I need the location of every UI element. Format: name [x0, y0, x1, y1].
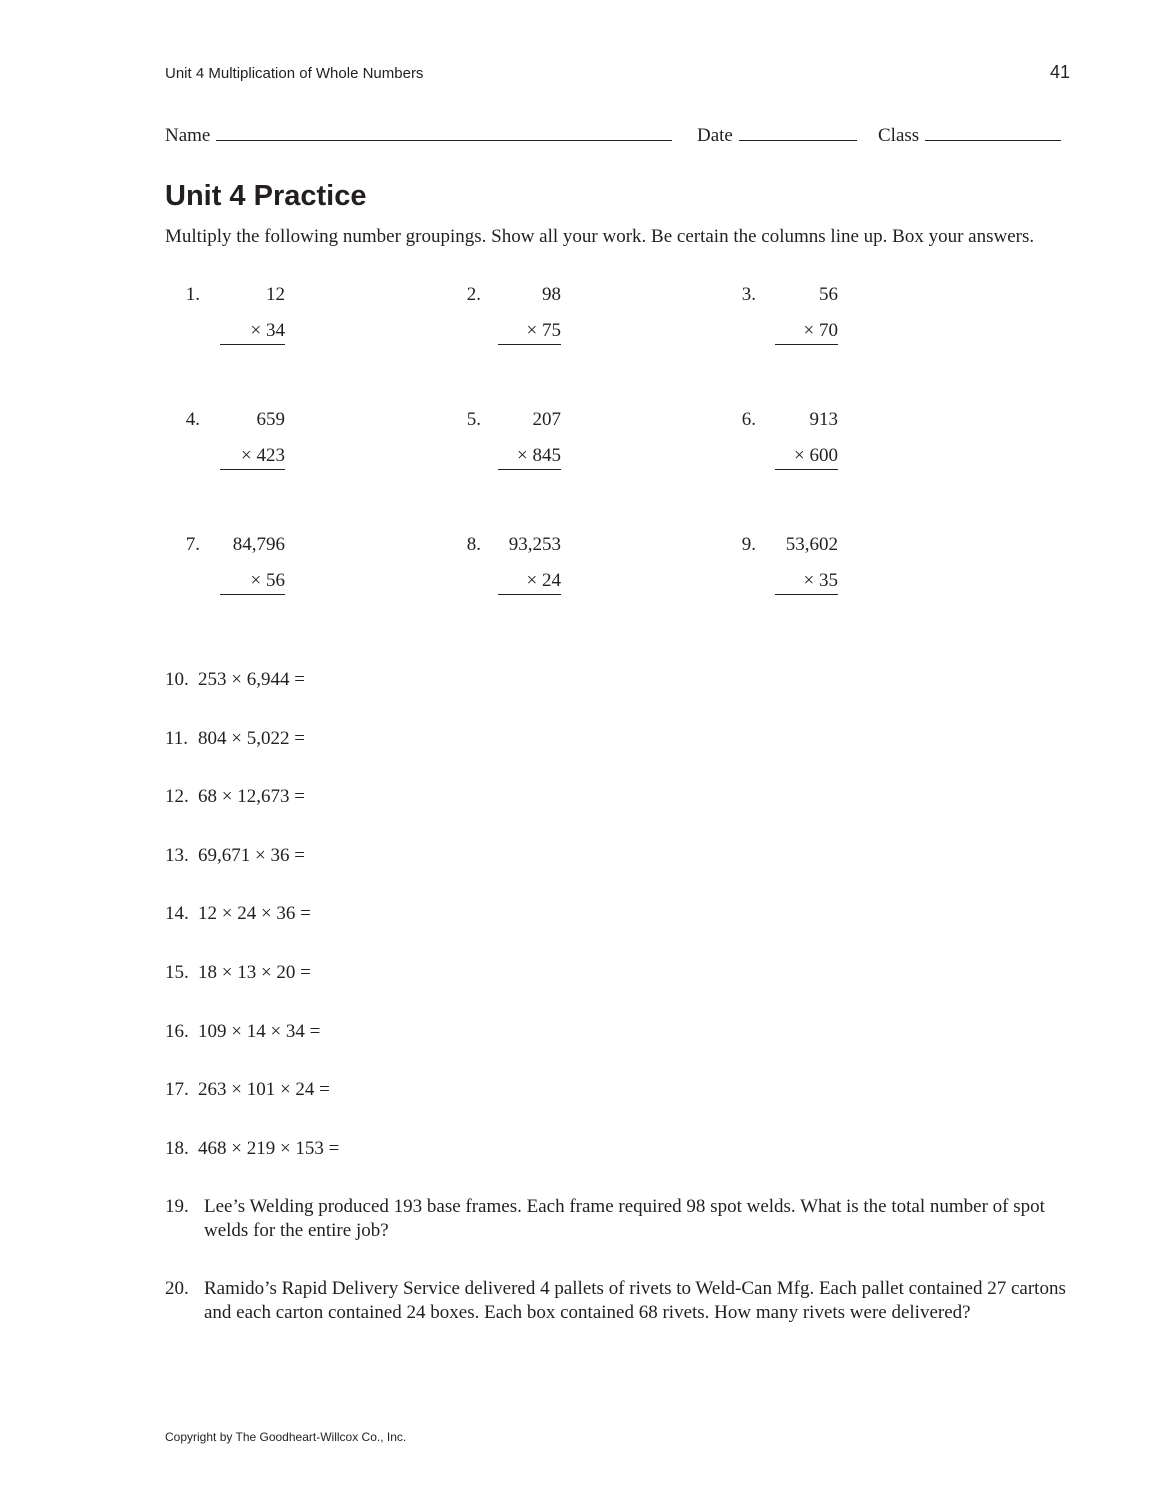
- date-line: [739, 139, 857, 141]
- problem-number: 2.: [466, 284, 481, 305]
- answer-rule: [220, 594, 285, 595]
- page-title: Unit 4 Practice: [165, 180, 367, 212]
- copyright-footer: Copyright by The Goodheart-Willcox Co., Inc.: [165, 1430, 407, 1444]
- horizontal-problem: [165, 1079, 330, 1101]
- problem-number: 16.: [165, 1020, 189, 1042]
- multiplicand: 207: [532, 409, 561, 430]
- problem-number: 1.: [185, 284, 200, 305]
- problem-number: 3.: [741, 284, 756, 305]
- problem-number: 6.: [741, 409, 756, 430]
- problem-number: 14.: [165, 903, 189, 925]
- problem-expression: 18 × 13 × 20 =: [198, 962, 311, 983]
- problem-number: 8.: [466, 534, 481, 555]
- answer-rule: [220, 469, 285, 470]
- multiplicand: 12: [266, 284, 285, 305]
- problem-number: 13.: [165, 844, 189, 866]
- word-problem: [165, 1277, 1075, 1325]
- problem-expression: 12 × 24 × 36 =: [198, 903, 311, 925]
- multiplicand: 913: [809, 409, 838, 430]
- horizontal-problem: [165, 845, 305, 867]
- instructions: Multiply the following number groupings. Show all your work. Be certain the columns line up. Box your answers.: [165, 226, 1035, 247]
- horizontal-problem: [165, 1138, 339, 1160]
- problem-expression: 253 × 6,944 =: [198, 669, 305, 690]
- answer-rule: [498, 469, 561, 470]
- problem-number: 15.: [165, 962, 189, 983]
- class-label: Class: [878, 125, 920, 146]
- horizontal-problem: [165, 1021, 320, 1043]
- problem-number: 4.: [185, 409, 200, 430]
- date-label: Date: [697, 125, 733, 146]
- multiplicand: 56: [819, 284, 838, 305]
- multiplier: × 35: [803, 570, 838, 591]
- class-line: [925, 139, 1061, 141]
- running-header: Unit 4 Multiplication of Whole Numbers: [165, 65, 424, 82]
- multiplicand: 53,602: [785, 534, 838, 555]
- answer-rule: [498, 344, 561, 345]
- problem-text: Ramido’s Rapid Delivery Service delivered 4 pallets of rivets to Weld-Can Mfg. Each pallet contained 27 cartons and each carton contained 24 boxes. Each box contained 68 rivets. How many rivets were delivered?: [204, 1278, 1066, 1323]
- multiplier: × 845: [517, 445, 561, 466]
- answer-rule: [775, 469, 838, 470]
- problem-number: 17.: [165, 1079, 189, 1101]
- multiplier: × 34: [250, 320, 285, 341]
- answer-rule: [220, 344, 285, 345]
- problem-number: 11.: [165, 727, 189, 749]
- answer-rule: [498, 594, 561, 595]
- horizontal-problem: [165, 962, 311, 984]
- problem-number: 20.: [165, 1278, 189, 1299]
- multiplicand: 98: [542, 284, 561, 305]
- multiplier: × 56: [250, 570, 285, 591]
- multiplier: × 70: [803, 320, 838, 341]
- problem-number: 18.: [165, 1137, 189, 1159]
- problem-number: 7.: [185, 534, 200, 555]
- problem-expression: 68 × 12,673 =: [198, 786, 305, 808]
- answer-rule: [775, 344, 838, 345]
- problem-number: 12.: [165, 786, 189, 808]
- problem-expression: 109 × 14 × 34 =: [198, 1020, 321, 1042]
- problem-expression: 69,671 × 36 =: [198, 844, 305, 866]
- problem-expression: 263 × 101 × 24 =: [198, 1079, 330, 1101]
- horizontal-problem: [165, 669, 305, 691]
- horizontal-problem: [165, 903, 311, 925]
- class-field: [878, 125, 1061, 147]
- multiplicand: 84,796: [232, 534, 285, 555]
- problem-number: 19.: [165, 1196, 189, 1217]
- problem-text: Lee’s Welding produced 193 base frames. Each frame required 98 spot welds. What is the total number of spot welds for the entire job?: [204, 1196, 1045, 1241]
- name-field: [165, 125, 672, 147]
- date-field: [697, 125, 857, 147]
- multiplier: × 24: [526, 570, 561, 591]
- page-number: 41: [1049, 62, 1070, 82]
- problem-number: 5.: [466, 409, 481, 430]
- multiplicand: 659: [256, 409, 285, 430]
- horizontal-problem: [165, 728, 305, 750]
- answer-rule: [775, 594, 838, 595]
- problem-number: 10.: [165, 669, 189, 690]
- multiplier: × 600: [794, 445, 838, 466]
- horizontal-problem: [165, 786, 305, 808]
- name-line: [216, 139, 672, 141]
- multiplicand: 93,253: [508, 534, 561, 555]
- name-label: Name: [165, 125, 211, 146]
- word-problem: [165, 1195, 1075, 1243]
- problem-expression: 468 × 219 × 153 =: [198, 1137, 340, 1159]
- problem-expression: 804 × 5,022 =: [198, 727, 305, 749]
- multiplier: × 423: [241, 445, 285, 466]
- multiplier: × 75: [526, 320, 561, 341]
- problem-number: 9.: [741, 534, 756, 555]
